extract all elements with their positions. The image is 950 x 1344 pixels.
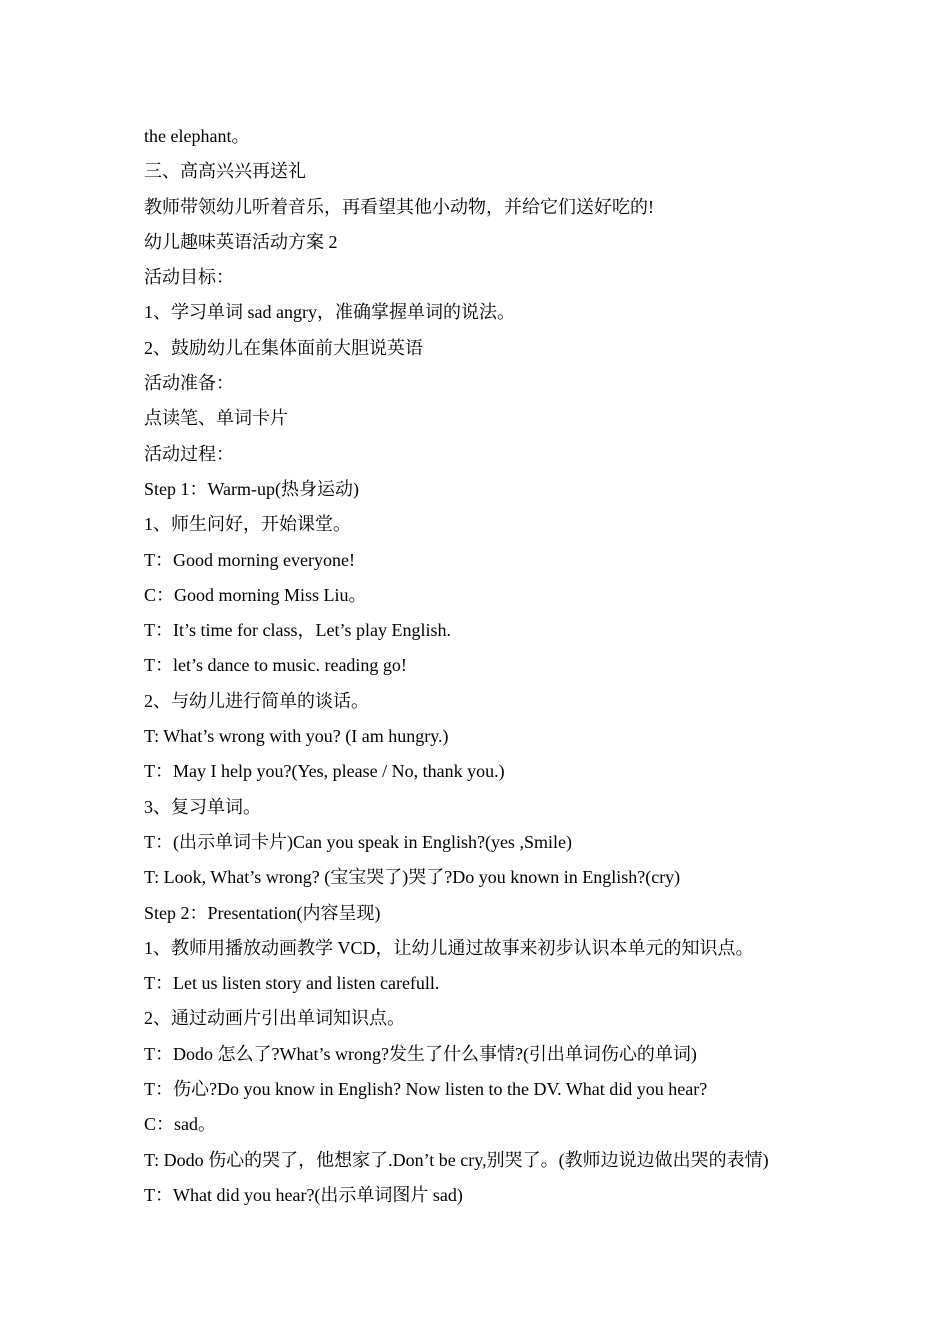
section-heading: 活动目标： — [144, 267, 234, 288]
text-line: 教师带领幼儿听着音乐，再看望其他小动物，并给它们送好吃的! — [144, 196, 654, 217]
text-line: the elephant。 — [144, 126, 250, 146]
dialogue-line: T：let’s dance to music. reading go! — [144, 655, 407, 676]
dialogue-line: T：Dodo 怎么了?What’s wrong?发生了什么事情?(引出单词伤心的单词) — [144, 1043, 697, 1064]
list-item: 2、鼓励幼儿在集体面前大胆说英语 — [144, 337, 423, 358]
text-line: 点读笔、单词卡片 — [144, 408, 288, 429]
dialogue-line: T：伤心?Do you know in English? Now listen to the DV. What did you hear? — [144, 1079, 708, 1100]
step-heading: Step 2：Presentation(内容呈现) — [144, 902, 381, 923]
list-item: 2、与幼儿进行简单的谈话。 — [144, 690, 369, 711]
document-body — [144, 119, 824, 1213]
list-item: 1、教师用播放动画教学 VCD，让幼儿通过故事来初步认识本单元的知识点。 — [144, 937, 754, 958]
dialogue-line: T：(出示单词卡片)Can you speak in English?(yes ,Smile) — [144, 831, 572, 852]
list-item: 1、学习单词 sad angry，准确掌握单词的说法。 — [144, 302, 515, 323]
dialogue-line: T：May I help you?(Yes, please / No, thank you.) — [144, 761, 505, 782]
section-title: 幼儿趣味英语活动方案 2 — [144, 231, 338, 252]
dialogue-line: T: What’s wrong with you? (I am hungry.) — [144, 726, 449, 747]
dialogue-line: T: Dodo 伤心的哭了，他想家了.Don’t be cry,别哭了。(教师边说边做出哭的表情) — [144, 1149, 769, 1170]
list-item: 2、通过动画片引出单词知识点。 — [144, 1008, 405, 1029]
dialogue-line: C：Good morning Miss Liu。 — [144, 584, 367, 605]
list-item: 3、复习单词。 — [144, 796, 261, 817]
dialogue-line: T：What did you hear?(出示单词图片 sad) — [144, 1184, 463, 1205]
dialogue-line: T：Good morning everyone! — [144, 549, 355, 570]
list-item: 1、师生问好，开始课堂。 — [144, 514, 351, 535]
section-heading: 活动过程： — [144, 443, 234, 464]
step-heading: Step 1：Warm-up(热身运动) — [144, 478, 360, 499]
dialogue-line: C：sad。 — [144, 1114, 216, 1135]
dialogue-line: T：It’s time for class，Let’s play English. — [144, 620, 451, 641]
section-heading: 活动准备： — [144, 373, 234, 394]
dialogue-line: T：Let us listen story and listen carefull. — [144, 973, 440, 994]
dialogue-line: T: Look, What’s wrong? (宝宝哭了)哭了?Do you known in English?(cry) — [144, 867, 681, 888]
section-heading: 三、高高兴兴再送礼 — [144, 161, 306, 182]
